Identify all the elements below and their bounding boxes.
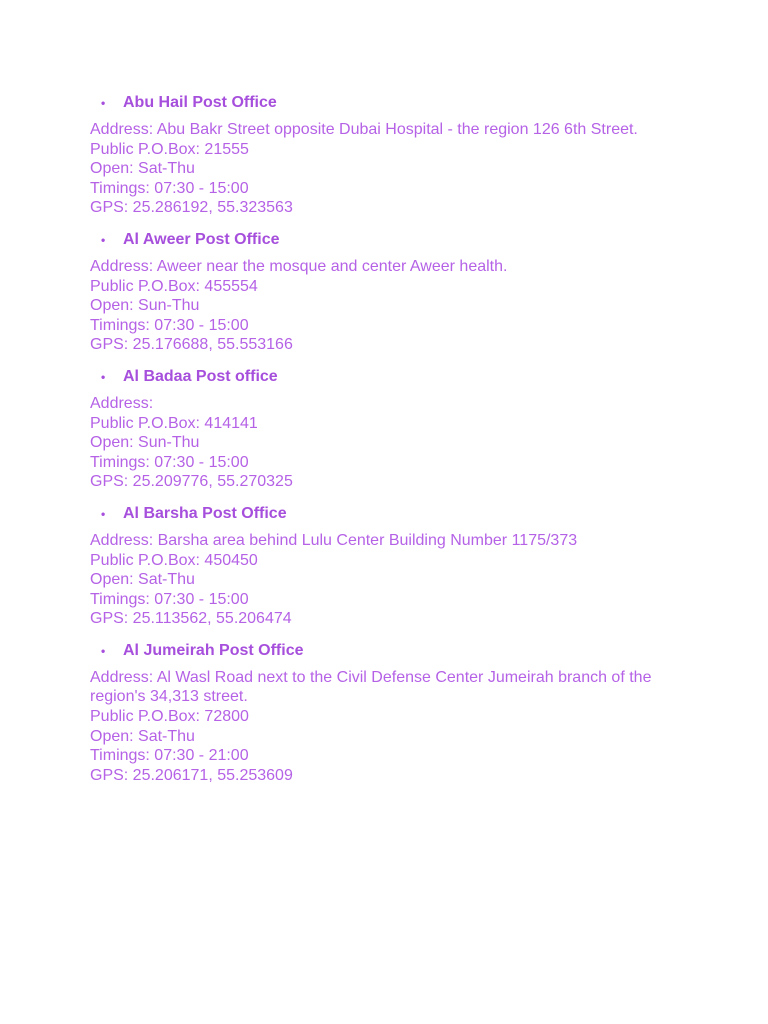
bullet-icon: • [101,232,106,247]
office-heading [90,641,710,661]
office-gps: GPS: 25.286192, 55.323563 [90,199,293,217]
office-open-days: Open: Sun-Thu [90,434,200,452]
office-name: Al Aweer Post Office [123,230,280,248]
office-gps: GPS: 25.206171, 55.253609 [90,766,293,784]
office-heading [90,504,710,524]
office-address: Address: Abu Bakr Street opposite Dubai Hospital - the region 126 6th Street. [90,121,638,138]
post-office-list [90,93,710,797]
office-entry-al-barsha [90,504,710,629]
bullet-icon: • [101,96,106,110]
office-gps: GPS: 25.113562, 55.206474 [90,610,292,628]
office-pobox: Public P.O.Box: 21555 [90,140,249,158]
office-address: Address: [90,394,154,412]
office-gps: GPS: 25.176688, 55.553166 [90,336,293,354]
office-entry-al-aweer [90,230,710,355]
bullet-icon: • [101,643,106,658]
office-pobox: Public P.O.Box: 72800 [90,708,249,726]
office-address: Address: Barsha area behind Lulu Center Building Number 1175/373 [90,531,578,549]
office-heading [90,93,710,113]
office-address: Address: Al Wasl Road next to the Civil Defense Center Jumeirah branch of the region's 34,313 street. [90,668,652,706]
office-address: Address: Aweer near the mosque and center Aweer health. [90,257,508,275]
office-open-days: Open: Sat-Thu [90,160,195,178]
office-heading [90,367,710,387]
office-open-days: Open: Sat-Thu [90,727,195,745]
office-heading [90,230,710,250]
office-entry-al-jumeirah [90,641,710,786]
office-timings: Timings: 07:30 - 15:00 [90,453,249,471]
office-name: Abu Hail Post Office [123,94,277,111]
office-entry-al-badaa [90,367,710,492]
office-timings: Timings: 07:30 - 21:00 [90,747,249,765]
office-open-days: Open: Sat-Thu [90,571,195,589]
bullet-icon: • [101,506,106,521]
office-name: Al Jumeirah Post Office [123,641,304,659]
bullet-icon: • [101,369,106,384]
office-open-days: Open: Sun-Thu [90,297,200,315]
office-pobox: Public P.O.Box: 414141 [90,414,258,432]
office-pobox: Public P.O.Box: 455554 [90,277,258,295]
office-pobox: Public P.O.Box: 450450 [90,551,258,569]
office-timings: Timings: 07:30 - 15:00 [90,316,249,334]
office-timings: Timings: 07:30 - 15:00 [90,590,249,608]
office-timings: Timings: 07:30 - 15:00 [90,179,249,197]
office-name: Al Badaa Post office [123,367,278,385]
office-name: Al Barsha Post Office [123,504,287,522]
office-entry-abu-hail [90,93,710,218]
office-gps: GPS: 25.209776, 55.270325 [90,473,293,491]
